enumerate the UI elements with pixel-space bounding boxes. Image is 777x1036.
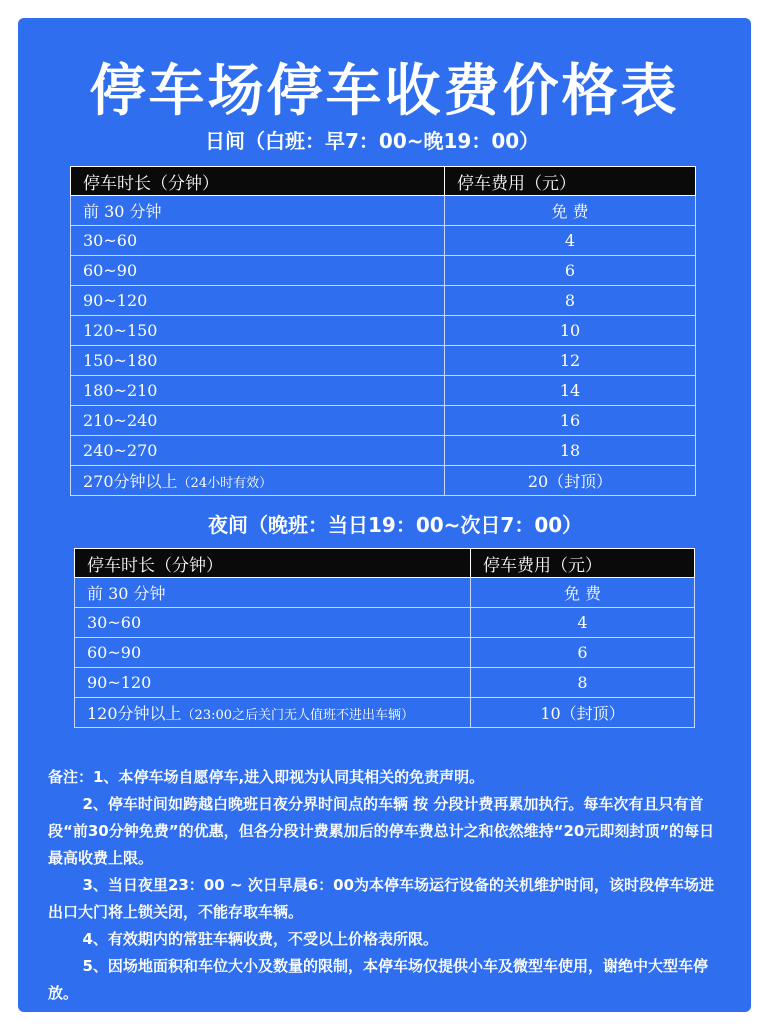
page-title: 停车场停车收费价格表 [89, 59, 680, 124]
fee-cell: 18 [445, 436, 696, 466]
day-fee-table [70, 166, 696, 496]
fee-header: 停车费用（元） [445, 167, 696, 196]
fee-cell: 14 [445, 376, 696, 406]
duration-cell: 30~60 [71, 226, 445, 256]
duration-cell [75, 698, 471, 728]
duration-cell: 240~270 [71, 436, 445, 466]
fee-cell: 20（封顶） [445, 466, 696, 496]
duration-text: 270分钟以上 [83, 472, 178, 491]
note-item: 备注：1、本停车场自愿停车,进入即视为认同其相关的免责声明。 [48, 768, 485, 786]
fee-cell: 16 [445, 406, 696, 436]
notes-section [48, 764, 728, 1007]
table-row [75, 698, 695, 728]
fee-cell: 免 费 [471, 578, 695, 608]
table-row [71, 316, 696, 346]
fee-cell: 12 [445, 346, 696, 376]
fee-cell: 10 [445, 316, 696, 346]
note-item: 2、停车时间如跨越白晚班日夜分界时间点的车辆 按 分段计费再累加执行。每车次有且只有首段“前30分钟免费”的优惠，但各分段计费累加后的停车费总计之和依然维持“20元即刻封顶”的每日最高收费上限。 [48, 795, 715, 867]
fee-cell: 8 [445, 286, 696, 316]
duration-cell: 180~210 [71, 376, 445, 406]
day-shift-subtitle: 日间（白班：早7：00~晚19：00） [205, 129, 540, 153]
note-item: 5、因场地面积和车位大小及数量的限制，本停车场仅提供小车及微型车使用，谢绝中大型车停放。 [48, 957, 708, 1002]
duration-header: 停车时长（分钟） [71, 167, 445, 196]
fee-cell: 6 [471, 638, 695, 668]
fee-cell: 10（封顶） [471, 698, 695, 728]
table-row [71, 346, 696, 376]
duration-text: 120分钟以上 [87, 704, 182, 723]
fee-cell: 4 [471, 608, 695, 638]
note-item: 3、当日夜里23：00 ~ 次日早晨6：00为本停车场运行设备的关机维护时间，该时段停车场进出口大门将上锁关闭，不能存取车辆。 [48, 876, 715, 921]
duration-cell: 90~120 [75, 668, 471, 698]
table-header-row [75, 549, 695, 578]
duration-cell: 150~180 [71, 346, 445, 376]
fee-header: 停车费用（元） [471, 549, 695, 578]
fee-cell: 免 费 [445, 196, 696, 226]
duration-note: （24小时有效） [177, 476, 273, 491]
table-row [71, 196, 696, 226]
table-row [71, 436, 696, 466]
duration-header: 停车时长（分钟） [75, 549, 471, 578]
note-item: 4、有效期内的常驻车辆收费，不受以上价格表所限。 [82, 930, 438, 948]
duration-cell: 60~90 [71, 256, 445, 286]
fee-cell: 6 [445, 256, 696, 286]
table-row [71, 226, 696, 256]
table-row [71, 406, 696, 436]
duration-cell: 60~90 [75, 638, 471, 668]
duration-cell: 90~120 [71, 286, 445, 316]
night-shift-subtitle: 夜间（晚班：当日19：00~次日7：00） [208, 513, 583, 537]
duration-cell: 前 30 分钟 [71, 196, 445, 226]
table-row [71, 466, 696, 496]
parking-fee-sign [18, 18, 751, 1012]
table-row [71, 376, 696, 406]
table-row [75, 668, 695, 698]
table-row [75, 608, 695, 638]
duration-note: （23:00之后关门无人值班不进出车辆） [181, 708, 415, 723]
fee-cell: 4 [445, 226, 696, 256]
duration-cell: 120~150 [71, 316, 445, 346]
duration-cell [71, 466, 445, 496]
table-row [75, 578, 695, 608]
table-row [71, 286, 696, 316]
duration-cell: 前 30 分钟 [75, 578, 471, 608]
duration-cell: 210~240 [71, 406, 445, 436]
duration-cell: 30~60 [75, 608, 471, 638]
night-fee-table [74, 548, 695, 728]
table-row [75, 638, 695, 668]
table-row [71, 256, 696, 286]
fee-cell: 8 [471, 668, 695, 698]
table-header-row [71, 167, 696, 196]
